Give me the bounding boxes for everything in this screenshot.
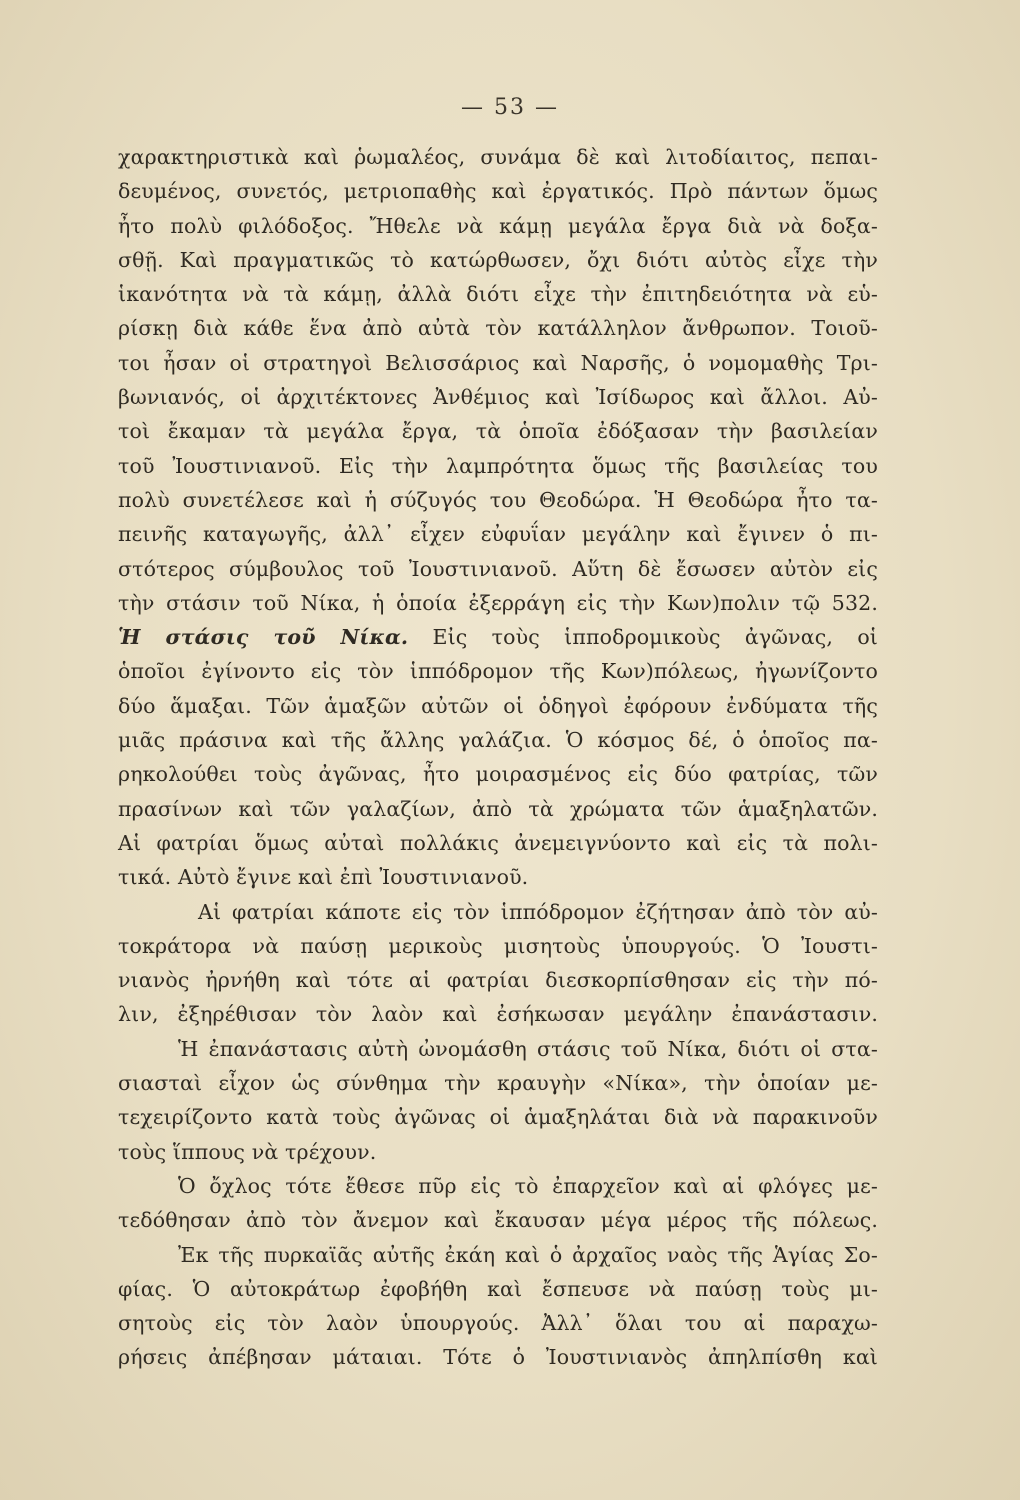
text-line: τοὶ ἔκαμαν τὰ μεγάλα ἔργα, τὰ ὁποῖα ἐδόξασαν τὴν βασιλείαν (118, 419, 878, 444)
section-first-line-text: Εἰς τοὺς ἱπποδρομικοὺς ἀγῶνας, οἱ (432, 625, 878, 650)
text-line: λιν, ἐξηρέθισαν τὸν λαὸν καὶ ἐσήκωσαν μεγάλην ἐπανάστασιν. (118, 1002, 878, 1027)
text-line: χαρακτηριστικὰ καὶ ῥωμαλέος, συνάμα δὲ καὶ λιτοδίαιτος, πεπαι- (118, 145, 878, 169)
text-line: τοι ἦσαν οἱ στρατηγοὶ Βελισσάριος καὶ Ναρσῆς, ὁ νομομαθὴς Τρι- (118, 350, 878, 375)
text-line: πρασίνων καὶ τῶν γαλαζίων, ἀπὸ τὰ χρώματα τῶν ἁμαξηλατῶν. (118, 796, 878, 821)
text-line: τοῦ Ἰουστινιανοῦ. Εἰς τὴν λαμπρότητα ὅμως τῆς βασιλείας του (118, 453, 878, 478)
text-line: μιᾶς πράσινα καὶ τῆς ἄλλης γαλάζια. Ὁ κόσμος δέ, ὁ ὁποῖος πα- (118, 728, 878, 753)
text-line: πολὺ συνετέλεσε καὶ ἡ σύζυγός του Θεοδώρα. Ἡ Θεοδώρα ἦτο τα- (118, 487, 878, 512)
text-line: τικά. Αὐτὸ ἔγινε καὶ ἐπὶ Ἰουστινιανοῦ. (118, 865, 529, 890)
text-line: φίας. Ὁ αὐτοκράτωρ ἐφοβήθη καὶ ἔσπευσε νὰ παύσῃ τοὺς μι- (118, 1276, 878, 1301)
page-number: — 53 — (461, 95, 559, 120)
text-line: τεδόθησαν ἀπὸ τὸν ἄνεμον καὶ ἔκαυσαν μέγα μέρος τῆς πόλεως. (118, 1208, 878, 1233)
text-line: δευμένος, συνετός, μετριοπαθὴς καὶ ἐργατικός. Πρὸ πάντων ὅμως (118, 179, 878, 204)
text-line: στότερος σύμβουλος τοῦ Ἰουστινιανοῦ. Αὕτη δὲ ἔσωσεν αὐτὸν εἰς (118, 556, 878, 581)
text-line: Ἐκ τῆς πυρκαϊᾶς αὐτῆς ἐκάη καὶ ὁ ἀρχαῖος ναὸς τῆς Ἁγίας Σο- (178, 1242, 878, 1267)
text-line: ἦτο πολὺ φιλόδοξος. Ἤθελε νὰ κάμῃ μεγάλα ἔργα διὰ νὰ δοξα- (118, 213, 878, 238)
paragraph-first-line: Αἱ φατρίαι κάποτε εἰς τὸν ἱππόδρομον ἐζήτησαν ἀπὸ τὸν αὐ- (198, 899, 878, 924)
section-first-line (118, 620, 878, 654)
text-line: τοὺς ἵππους νὰ τρέχουν. (118, 1139, 377, 1164)
text-line: ρίσκῃ διὰ κάθε ἕνα ἀπὸ αὐτὰ τὸν κατάλληλον ἄνθρωπον. Τοιοῦ- (118, 316, 878, 341)
text-line: ρηκολούθει τοὺς ἀγῶνας, ἦτο μοιρασμένος εἰς δύο φατρίας, τῶν (118, 762, 878, 787)
text-line: νιανὸς ἠρνήθη καὶ τότε αἱ φατρίαι διεσκορπίσθησαν εἰς τὴν πό- (118, 968, 878, 993)
text-line: τὴν στάσιν τοῦ Νίκα, ἡ ὁποία ἐξερράγη εἰς τὴν Κων)πολιν τῷ 532. (118, 590, 878, 615)
text-line: τοκράτορα νὰ παύσῃ μερικοὺς μισητοὺς ὑπουργούς. Ὁ Ἰουστι- (118, 933, 878, 958)
text-line: σθῇ. Καὶ πραγματικῶς τὸ κατώρθωσεν, ὄχι διότι αὐτὸς εἶχε τὴν (118, 247, 878, 272)
body-text (118, 140, 878, 1375)
paragraph-first-line: Ὁ ὄχλος τότε ἔθεσε πῦρ εἰς τὸ ἐπαρχεῖον καὶ αἱ φλόγες με- (178, 1173, 878, 1198)
text-line: ρήσεις ἀπέβησαν μάταιαι. Τότε ὁ Ἰουστινιανὸς ἀπηλπίσθη καὶ (118, 1345, 878, 1370)
text-line: σιασταὶ εἶχον ὡς σύνθημα τὴν κραυγὴν «Νίκα», τὴν ὁποίαν με- (118, 1071, 878, 1096)
text-line: ὁποῖοι ἐγίνοντο εἰς τὸν ἱππόδρομον τῆς Κων)πόλεως, ἠγωνίζοντο (118, 659, 878, 684)
text-line: σητοὺς εἰς τὸν λαὸν ὑπουργούς. Ἀλλ᾽ ὅλαι του αἱ παραχω- (118, 1311, 878, 1336)
text-line: Ἡ ἐπανάστασις αὐτὴ ὠνομάσθη στάσις τοῦ Νίκα, διότι οἱ στα- (178, 1036, 878, 1061)
text-line: τεχειρίζοντο κατὰ τοὺς ἀγῶνας οἱ ἁμαξηλάται διὰ νὰ παρακινοῦν (118, 1105, 878, 1130)
text-line: βωνιανός, οἱ ἀρχιτέκτονες Ἀνθέμιος καὶ Ἰσίδωρος καὶ ἄλλοι. Αὐ- (118, 385, 878, 410)
text-line: πεινῆς καταγωγῆς, ἀλλ᾽ εἶχεν εὐφυΐαν μεγάλην καὶ ἔγινεν ὁ πι- (118, 522, 878, 547)
section-heading: Ἡ στάσις τοῦ Νίκα. (118, 625, 409, 650)
text-line: δύο ἅμαξαι. Τῶν ἁμαξῶν αὐτῶν οἱ ὁδηγοὶ ἐφόρουν ἐνδύματα τῆς (118, 693, 878, 718)
text-line: Αἱ φατρίαι ὅμως αὐταὶ πολλάκις ἀνεμειγνύοντο καὶ εἰς τὰ πολι- (118, 830, 878, 855)
text-line: ἱκανότητα νὰ τὰ κάμῃ, ἀλλὰ διότι εἶχε τὴν ἐπιτηδειότητα νὰ εὑ- (118, 282, 878, 307)
